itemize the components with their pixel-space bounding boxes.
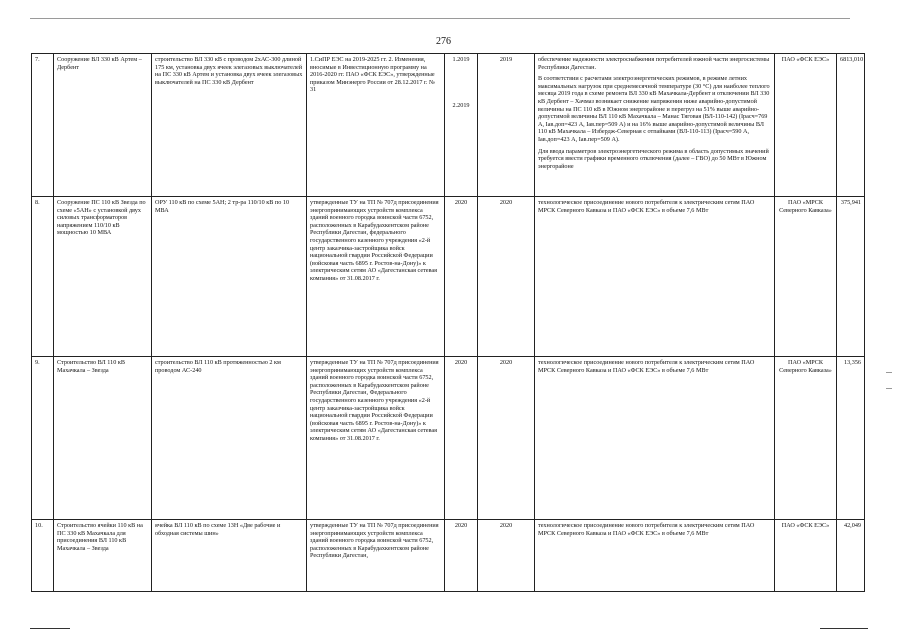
project-purpose-cell	[535, 54, 775, 197]
project-basis: утвержденные ТУ на ТП № 707д присоединения энергопринимающих устройств комплекса зданий военного городка воинской части 6752, расположенных в Карабудахкентском районе Республики Дагестан,	[307, 520, 445, 592]
table-row	[32, 54, 865, 197]
project-basis: утвержденные ТУ на ТП № 707д присоединения энергопринимающих устройств комплекса зданий военного городка воинской части 6752, расположенных в Карабудахкентском районе Республики Дагестан, федерального государственного казенного учреждения «2-й центр заказчика-застройщика войск национальной гвардии Российской Федерации (войсковая часть 6895 г. Ростов-на-Дону)» к электрическим сетям АО «Дагестанская сетевая компания» от 31.08.2017 г.	[307, 197, 445, 357]
start-year: 2020	[445, 197, 478, 357]
end-year: 2020	[478, 357, 535, 520]
project-scope: строительство ВЛ 330 кВ с проводом 2хАС-300 длиной 175 км, установка двух ячеек элегазовых выключателей на ПС 330 кВ Артем и установка двух ячеек элегазовых выключателей на ПС 330 кВ Дербент	[152, 54, 307, 197]
start-year: 2020	[445, 357, 478, 520]
owner: ПАО «МРСК Северного Кавказа»	[775, 197, 837, 357]
start-year: 1.2019	[452, 56, 470, 63]
row-number: 10.	[32, 520, 54, 592]
amount: 13,356	[837, 357, 865, 520]
start-year: 2020	[445, 520, 478, 592]
project-scope: ячейка ВЛ 110 кВ по схеме 13Н «Две рабочие и обходная системы шин»	[152, 520, 307, 592]
amount: 375,941	[837, 197, 865, 357]
end-year: 2020	[478, 197, 535, 357]
project-name: Строительство ячейки 110 кВ на ПС 330 кВ Махачкала для присоединения ВЛ 110 кВ Махачкала – Звезда	[54, 520, 152, 592]
projects-table	[31, 53, 865, 592]
bottom-rule-right	[820, 628, 868, 629]
project-purpose: обеспечение надежности электроснабжения потребителей южной части энергосистемы Республики Дагестан.	[538, 56, 770, 71]
end-year: 2019	[478, 54, 535, 197]
amount: 6813,010	[837, 54, 865, 197]
table-row	[32, 520, 865, 592]
bottom-rule-left	[30, 628, 70, 629]
project-name: Сооружение ПС 110 кВ Звезда по схеме «5АН» с установкой двух силовых трансформаторов напряжением 110/10 кВ мощностью 10 МВА	[54, 197, 152, 357]
project-purpose-note: Для ввода параметров электроэнергетического режима в область допустимых значений требуется ввести графики временного отключения (далее – ГВО) до 50 МВт в Южном энергорайоне	[538, 147, 769, 170]
project-purpose: технологическое присоединение нового потребителя к электрическим сетям ПАО МРСК Северного Кавказа и ПАО «ФСК ЕЭС» в объеме 7,6 МВт	[535, 197, 775, 357]
owner: ПАО «ФСК ЕЭС»	[775, 520, 837, 592]
margin-mark	[886, 388, 892, 389]
end-year: 2020	[478, 520, 535, 592]
project-basis: утвержденные ТУ на ТП № 707д присоединения энергопринимающих устройств комплекса зданий военного городка воинской части 6752, расположенных в Карабудахкентском районе Республики Дагестан, Федерального государственного казенного учреждения «2-й центр заказчика-застройщика войск национальной гвардии Российской Федерации (войсковая часть 6895 г. Ростов-на-Дону)» к электрическим сетям АО «Дагестанская сетевая компания» от 31.08.2017 г.	[307, 357, 445, 520]
table-row	[32, 197, 865, 357]
owner: ПАО «МРСК Северного Кавказа»	[775, 357, 837, 520]
project-scope: строительство ВЛ 110 кВ протяженностью 2 км проводом АС-240	[152, 357, 307, 520]
start-year-2: 2.2019	[452, 101, 470, 109]
project-scope: ОРУ 110 кВ по схеме 5АН; 2 тр-ра 110/10 кВ по 10 МВА	[152, 197, 307, 357]
row-number: 7.	[32, 54, 54, 197]
amount: 42,049	[837, 520, 865, 592]
project-purpose: технологическое присоединение нового потребителя к электрическим сетям ПАО МРСК Северного Кавказа и ПАО «ФСК ЕЭС» в объеме 7,6 МВт	[535, 520, 775, 592]
project-purpose: технологическое присоединение нового потребителя к электрическим сетям ПАО МРСК Северного Кавказа и ПАО «ФСК ЕЭС» в объеме 7,6 МВт	[535, 357, 775, 520]
owner: ПАО «ФСК ЕЭС»	[775, 54, 837, 197]
table-row	[32, 357, 865, 520]
project-basis: 1.СиПР ЕЭС на 2019-2025 гг. 2. Изменения, вносимые в Инвестиционную программу на 2016-2020 гг. ПАО «ФСК ЕЭС», утвержденные приказом Минэнерго России от 28.12.2017 г. № 31	[307, 54, 445, 197]
margin-mark	[886, 372, 892, 373]
start-year-cell	[445, 54, 478, 197]
top-rule	[30, 18, 850, 19]
row-number: 8.	[32, 197, 54, 357]
project-name: Строительство ВЛ 110 кВ Махачкала – Звезда	[54, 357, 152, 520]
project-name: Сооружение ВЛ 330 кВ Артем – Дербент	[54, 54, 152, 197]
row-number: 9.	[32, 357, 54, 520]
project-purpose-detail: В соответствии с расчетами электроэнергетических режимов, в режиме летних максимальных нагрузок при среднемесячной температуре (30 °С) для наиболее теплого месяца 2019 года в схеме ремонта ВЛ 330 кВ Махачкала-Дербент и отключении ВЛ 330 кВ Дербент – Хачмаз возникает снижение напряжения ниже аварийно-допустимой величины на ПС 110 кВ в Южном энергорайоне и перегруз на 51% выше аварийно-допустимой величины ВЛ 110 кВ Махачкала – Манас Тяговая (ВЛ-110-142) (Iрасч=769 А, Iав.доп=423 А, Iав.пер=509 А) и на 16% выше аварийно-допустимой величины ВЛ 110 кВ Махачкала – Избердж-Северная с отпайками (ВЛ-110-113) (Iрасч=590 А, Iав.доп=423 А, Iав.пер=509 А).	[538, 75, 770, 143]
page-number: 276	[436, 36, 451, 47]
